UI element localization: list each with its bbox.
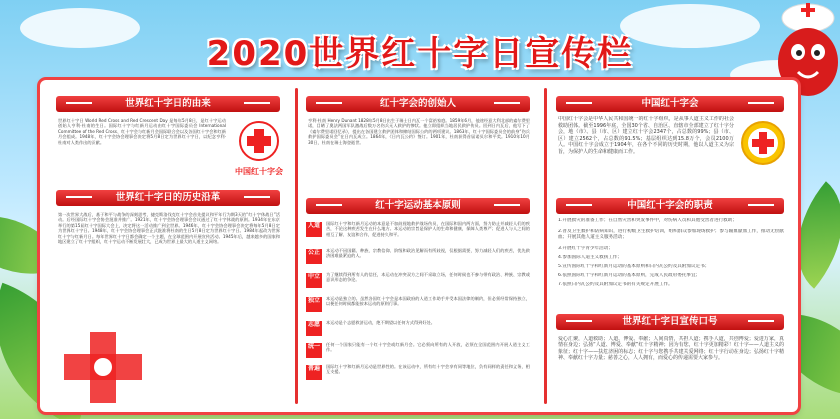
duties-heading: 中国红十字会的职责: [556, 198, 784, 214]
origin-text: 世界红十字日 World Red Cross and Red Crescent Day 是每年5月8日，是红十字运动创始人亨利·杜南的生日。国际红十字与红新月运动由红十字国际委员会 International Committee of the Red Cross、红十字会与红新月会国际联合会以及各国红十字会和红新月会组成。1948年，红十字会协会理事会决定将5月8日定为世界红十字日，以纪念亨利·杜南对人类作出的贡献。: [58, 118, 226, 145]
principle-text: 本运动是独立的。虽然各国红十字会是本国政府的人道工作助手并受本国法律的制约，但必须经常保持独立，以便任何时候都能按本运动的原则行事。: [326, 296, 530, 307]
principle-label: 公正: [306, 249, 322, 264]
founder-text: 亨利·杜南 Henry Dunant 1828年5月8日出生于瑞士日内瓦一个富裕家庭。1859年6月，他途经意大利北部的索尔费里诺，目睹了奥法两国军队激战后数万名伤兵无人救护的惨状。他立即组织当地居民救护伤员。回到日内瓦后，他写下了《索尔费里诺回忆录》，提出在各国建立救护团体和缔结国际公约的两项建议。1863年，红十字国际委员会的前身“伤兵救护国际委员会”在日内瓦成立。1864年，《日内瓦公约》签订。1901年，杜南获得首届诺贝尔和平奖。1910年10月30日，杜南在瑞士海登逝世。: [308, 118, 530, 145]
principle-text: 国际红十字和红新月运动的本意是不加歧视地救护战场伤员，在国际和国内两方面，努力防止并减轻人们的疾苦，不论这种疾苦发生在什么地方。本运动的宗旨是保护人的生命和健康，保障人类尊严；促进人与人之间的相互了解、友谊和合作，促进持久和平。: [326, 221, 530, 237]
duty-item: 6.依照国际红十字和红新月运动的基本原则，完成人民政府委托事宜；: [558, 273, 701, 278]
origin-heading: 世界红十字日的由来: [56, 96, 280, 112]
red-cross-logo: [232, 120, 286, 180]
principle-label: 普遍: [306, 365, 322, 380]
column-divider: [544, 88, 547, 404]
history-text: 第一次世界大战后，基于和平与战争的深刻思考，捷克斯洛伐克红十字会首先提议和平年行为期3天的“红十字休战日”活动。后经国际红十字会协会批准并推广。1921年，红十字会协会理事会会议通过了红十字休战的原则。1934年在东京举行的第15届红十字国际大会上，决定将这一活动推广到全世界。1946年，红十字会协会理事会决定将每年5月8日定为世界红十字日。1948年，红十字会协会理事会正式批准将杜南的生日5月8日定为世界红十字日。1984年起改为世界红十字与红新月日。每年世界红十字日都会确定一个主题，在全球范围内开展宣传活动。1945年后，越来越多的国家和地区建立了红十字组织，红十字运动不断发展壮大，已成为世界上最大的人道主义网络。: [58, 212, 280, 245]
principle-label: 志愿: [306, 321, 322, 336]
info-board: [40, 80, 798, 412]
slogan-heading: 世界红十字日宣传口号: [556, 314, 784, 330]
principle-row: [306, 220, 532, 247]
principle-text: 本运动是个志愿救济运动，绝不期望以任何方式得到好处。: [326, 320, 435, 325]
duty-item: 7.依照日内瓦公约及其附加议定书的有关规定开展工作。: [558, 282, 673, 287]
founder-heading: 红十字会的创始人: [306, 96, 530, 112]
china-rc-heading: 中国红十字会: [556, 96, 784, 112]
slogan-text: 爱心汇聚，人道救助；人道、博爱、奉献；人间真情，共担人道；携手人道，共创博爱；爱进万家，真情在身边；弘扬“人道、博爱、奉献”红十字精神；因为有您，红十字更加精彩！红十字——人道主义的象征；红十字——扶危济困的标志；红十字与您携手共建关爱网络；红十字行动在身边；弘扬红十字精神、奉献红十字力量；慈善之心，人人拥有，而爱心的传递需要大家参与。: [558, 336, 784, 362]
duty-item: 2.普及卫生救护和防病知识，进行初级卫生救护培训，组织群众参加现场救护；参与输血献血工作，推动无偿献血；开展其他人道主义服务活动；: [558, 229, 784, 240]
principle-row: [306, 271, 532, 295]
history-heading: 世界红十字日的历史沿革: [56, 190, 280, 206]
principle-row: [306, 363, 532, 385]
principle-row: [306, 319, 532, 341]
principle-label: 独立: [306, 297, 322, 312]
principle-label: 统一: [306, 343, 322, 358]
principles-list: [306, 220, 532, 385]
principle-text: 任何一个国家只能有一个红十字会或红新月会。它必须向所有的人开放，必须在全国范围内开展人道主义工作。: [326, 342, 530, 353]
china-rc-text: 中国红十字会是中华人民共和国统一的红十字组织，是从事人道主义工作的社会救助团体。截至1996年底，全国30个省、自治区、直辖市全部建立了红十字分会，地（市）、县（市、区）建立红十字会2347个，占总数的99%；县（市、区）建立2562个，占总数的91.5%；基层组织达到15.8万个，会员2100万人。中国红十字会成立于1904年，在各个不同的历史时期，他以人道主义为宗旨，为保护人的生命和健康而工作。: [558, 116, 734, 155]
principle-label: 中立: [306, 273, 322, 288]
principle-row: [306, 295, 532, 319]
page-title: 2020世界红十字日宣传栏: [206, 34, 634, 74]
red-cross-figure-icon: [58, 330, 148, 405]
principle-text: 国际红十字和红新月运动是世界性的。在该运动中，所有红十字会享有同等地位，负有同样的责任和义务，相互支援。: [326, 364, 530, 375]
duty-item: 5.宣传国际红十字和红新月运动的基本原则和日内瓦公约及其附加议定书；: [558, 264, 710, 269]
principle-label: 人道: [306, 222, 322, 237]
duty-item: 3.开展红十字青少年活动；: [558, 246, 613, 251]
principle-row: [306, 247, 532, 271]
duties-list: [558, 218, 784, 291]
duty-item: 1.开展救灾的准备工作；在自然灾害和突发事件中，对伤病人员和其他受害者进行救助；: [558, 218, 737, 223]
principle-row: [306, 341, 532, 363]
red-cross-icon: [232, 120, 286, 162]
red-cross-badge-icon: [740, 120, 786, 166]
principle-text: 为了继续得到所有人的信任，本运动在冲突双方之间不采取立场，任何时候也不参与带有政治、种族、宗教或意识形态的争论。: [326, 272, 530, 283]
duty-item: 4.参加国际人道主义救援工作；: [558, 255, 623, 260]
column-divider: [295, 88, 298, 404]
principle-text: 本运动不因国籍、种族、宗教信仰、阶级和政治见解而有所歧视，仅根据需要，努力减轻人们的疾苦，优先救济困难最紧迫的人。: [326, 248, 530, 259]
principles-heading: 红十字运动基本原则: [306, 198, 530, 214]
logo-text: 中国红十字会: [235, 167, 283, 176]
